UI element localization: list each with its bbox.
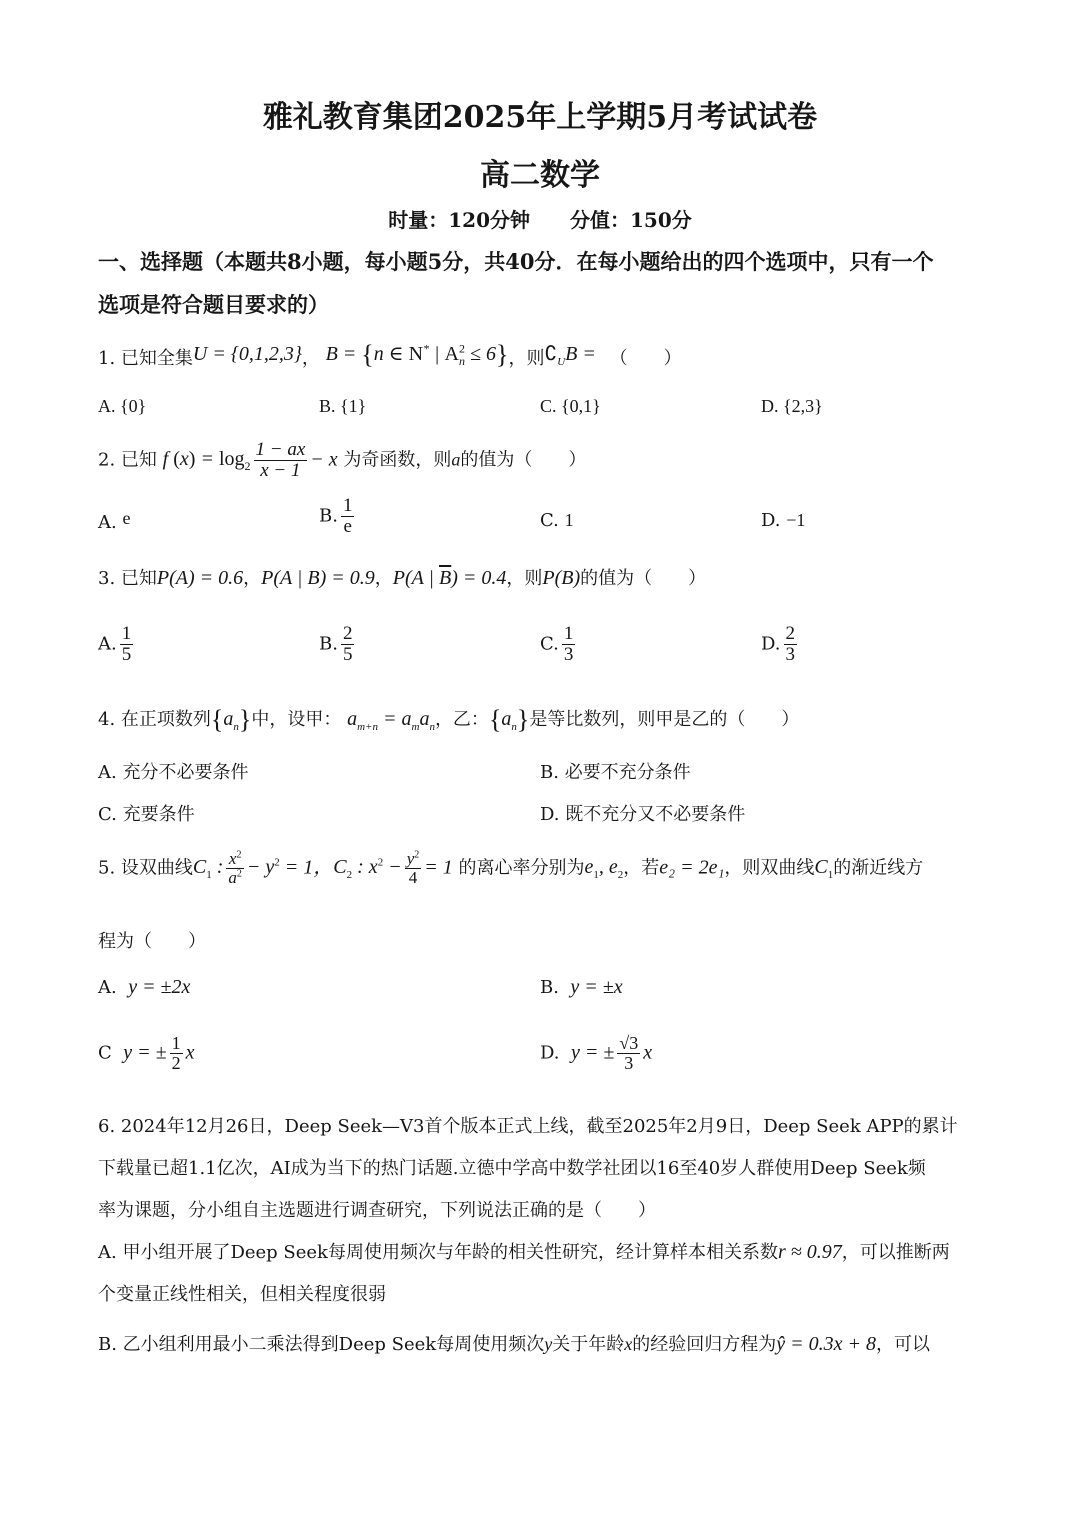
q3-option-a — [98, 624, 136, 665]
option-text: {2,3} — [783, 396, 823, 416]
frac-den: e — [343, 515, 352, 537]
frac-den: 5 — [342, 643, 353, 665]
frac-num: 1 — [121, 623, 132, 644]
option-text: {0} — [120, 396, 147, 416]
q3-tail: 的值为（ ） — [580, 568, 707, 589]
q5-prefix: 5. 设双曲线 — [98, 857, 193, 879]
q2-option-d — [761, 510, 805, 531]
option-label: C. — [540, 510, 559, 531]
section-heading-line1: 一、选择题（本题共8小题，每小题5分，共40分．在每小题给出的四个选项中，只有一个 — [98, 249, 934, 274]
q1-option-a — [98, 396, 146, 417]
frac-num: √3 — [619, 1033, 639, 1053]
q3-p3-val: ) = 0.4 — [451, 567, 507, 589]
q1-option-d — [761, 396, 823, 417]
q1-option-b — [319, 396, 366, 417]
option-text: y = ±2x — [128, 976, 191, 998]
q4-seq: $\{a_n\}$ — [210, 705, 252, 734]
q4-option-a — [98, 758, 248, 784]
q1-set-u: U = {0,1,2,3} — [192, 343, 302, 365]
option-text: −1 — [786, 510, 806, 530]
q5-line2: 程为（ ） — [98, 931, 206, 952]
option-label: B. — [319, 396, 336, 416]
option-label: D. — [540, 1042, 560, 1064]
q2-mid: 为奇函数，则 — [343, 449, 452, 471]
option-label: A. — [98, 762, 117, 783]
q5-tail: ，则双曲线 — [724, 857, 815, 879]
q2-fraction — [254, 440, 308, 481]
option-label: A. — [98, 396, 116, 416]
q6-option-b-line1 — [98, 1330, 930, 1356]
q5-eq1-tail: = 1， — [284, 856, 334, 879]
q4-seq2: $\{a_n\}$ — [488, 705, 530, 734]
option-label: C. — [540, 633, 559, 655]
q5-eq2-tail: = 1 — [424, 856, 453, 879]
subject-title: 高二数学 — [480, 158, 600, 193]
q3-prefix: 3. 已知 — [98, 568, 157, 589]
option-label: A. — [98, 977, 117, 998]
q4-yi: ，乙： — [434, 709, 489, 730]
q3-pb: P(B) — [542, 567, 581, 589]
q3-option-b — [319, 624, 357, 665]
q5-c2-frac: $\frac{y^2}{4}$ — [406, 849, 420, 887]
option-label: C. — [98, 804, 117, 825]
q5-option-b — [540, 976, 623, 999]
q2-tail: 的值为（ ） — [460, 449, 587, 471]
frac-den: 5 — [121, 643, 132, 665]
option-label: C — [98, 1042, 112, 1064]
option-label: D. — [761, 396, 779, 416]
exam-title: 雅礼教育集团2025年上学期5月考试试卷 — [262, 100, 818, 135]
score-label: 分值：150分 — [570, 208, 692, 232]
option-text: 1 — [564, 510, 574, 530]
q4-prefix: 4. 在正项数列 — [98, 709, 211, 730]
option-text: {0,1} — [561, 396, 601, 416]
frac-den: 3 — [563, 643, 574, 665]
q5-e: $e_1$, $e_2$ — [584, 856, 624, 882]
frac-den: 3 — [624, 1052, 634, 1073]
q6-optb-eq: ŷ = 0.3x + 8 — [776, 1333, 876, 1355]
option-label: B. — [540, 977, 559, 998]
q2-option-b — [319, 496, 357, 537]
q3-p1: P(A) = 0.6 — [156, 567, 244, 589]
q6-optb-tail: ，可以 — [875, 1334, 930, 1355]
frac-den: 3 — [785, 643, 796, 665]
q5-option-a — [98, 976, 190, 999]
question-5: 5. 设双曲线$C_1$ : $\frac{x^2}{a^2}$ − $y^2 = 1$，$C_2$ : $x^2$ − $\frac{y^2}{4}$ = 1 的离心率分别为$e_1$, $e_2$，若e₂ = 2e₁，则双曲线$C_1$的渐近线方 — [98, 849, 924, 887]
q2-prefix: 2. 已知 — [98, 449, 157, 471]
exam-meta — [0, 204, 1080, 233]
q5-mid: 的离心率分别为 — [458, 857, 585, 879]
option-label: B. — [319, 633, 338, 655]
q6-optb-y: y — [544, 1334, 553, 1354]
option-text: 充分不必要条件 — [122, 762, 249, 783]
q2-frac-den: x − 1 — [260, 459, 301, 481]
frac-num: 2 — [342, 623, 353, 644]
option-text: 既不充分又不必要条件 — [565, 804, 746, 825]
frac-num: 1 — [342, 495, 353, 516]
q4-middle: 中，设甲： — [251, 709, 342, 730]
q3-tail-pre: ，则 — [506, 568, 543, 589]
option-text: 充要条件 — [122, 804, 195, 825]
q2-option-c — [540, 510, 574, 531]
frac-den: 2 — [171, 1052, 181, 1073]
q4-tail: 是等比数列，则甲是乙的（ ） — [529, 709, 800, 730]
option-label: D. — [540, 804, 560, 825]
q6-optb-pre: B. 乙小组利用最小二乘法得到Deep Seek每周使用频次 — [98, 1334, 545, 1355]
q4-cond: $a_{m+n} = a_ma_n$ — [347, 708, 435, 733]
option-label: C. — [540, 396, 557, 416]
q5-option-d: D. y = ± $\frac{√3}{3}$ x — [540, 1033, 653, 1073]
frac-num: 1 — [563, 623, 574, 644]
q5-c1: $C_1$ : — [192, 856, 224, 882]
q2-frac-num: 1 − ax — [255, 439, 306, 460]
q1-then: ，则 — [508, 348, 545, 369]
q6-line3: 率为课题，分小组自主选题进行调查研究，下列说法正确的是（ ） — [98, 1200, 656, 1221]
q6-optb-mid2: 的经验回归方程为 — [632, 1334, 777, 1355]
option-label: D. — [761, 633, 781, 655]
q2-var: a — [451, 449, 461, 470]
question-1 — [98, 340, 682, 370]
frac-num: 2 — [785, 623, 796, 644]
q6-option-a-line1 — [98, 1238, 950, 1264]
q6-optb-mid: 关于年龄 — [552, 1334, 625, 1355]
q4-option-c — [98, 800, 195, 826]
option-text: 必要不充分条件 — [564, 762, 691, 783]
time-label: 时量：120分钟 — [388, 208, 530, 232]
q2-function: f $(x) = \log_2$ — [162, 448, 251, 474]
q4-option-b — [540, 758, 691, 784]
q1-complement: $∁_UB$ = — [544, 343, 596, 368]
option-label: D. — [761, 510, 781, 531]
option-label: B. — [540, 762, 559, 783]
q1-option-c — [540, 396, 601, 417]
q1-paren: （ ） — [609, 348, 682, 369]
q4-option-d — [540, 800, 745, 826]
option-text: y = ±x — [570, 976, 623, 998]
question-3: 3. 已知P(A) = 0.6，P(A | B) = 0.9，P(A | $\overline{B}) = 0.4$，则P(B)的值为（ ） — [98, 567, 707, 589]
q6-opta-r: r ≈ 0.97 — [777, 1241, 842, 1263]
q6-line1: 6. 2024年12月26日，Deep Seek—V3首个版本正式上线，截至2025年2月9日，Deep Seek APP的累计 — [98, 1116, 958, 1137]
frac-num: 1 — [171, 1033, 181, 1053]
q3-p2: P(A | B) = 0.9 — [261, 567, 375, 589]
q2-option-a — [98, 508, 130, 533]
q6-option-a-line2: 个变量正线性相关，但相关程度很弱 — [98, 1284, 386, 1305]
option-text: {1} — [340, 396, 367, 416]
q1-sep: ， — [301, 348, 320, 369]
q5-tail2: 的渐近线方 — [833, 857, 924, 879]
q5-cond: e₂ = 2e₁ — [659, 856, 725, 879]
q5-c1-frac: $\frac{x^2}{a^2}$ — [228, 849, 242, 887]
question-2: 2. 已知 f $(x) = \log_2$ $\frac{1 - ax}{x - 1}$ − x 为奇函数，则a的值为（ ） — [98, 439, 587, 481]
question-4 — [98, 705, 799, 735]
option-label: A. — [98, 512, 117, 533]
q6-opta-text: A. 甲小组开展了Deep Seek每周使用频次与年龄的相关性研究，经计算样本相关系数 — [98, 1242, 778, 1263]
section-heading-line2: 选项是符合题目要求的） — [98, 292, 329, 317]
q3-p3: P(A | $\overline{B}$ — [392, 567, 452, 589]
q3-option-d — [761, 624, 800, 665]
q6-line2: 下载量已超1.1亿次，AI成为当下的热门话题.立德中学高中数学社团以16至40岁人群使用Deep Seek频 — [98, 1158, 926, 1179]
option-text: e — [122, 508, 131, 528]
option-label: B. — [319, 505, 338, 527]
q5-cond-pre: ，若 — [623, 857, 660, 879]
q1-prefix: 1. 已知全集 — [98, 348, 193, 369]
q5-option-c: C y = ± $\frac{1}{2}$ x — [98, 1033, 195, 1073]
q3-option-c — [540, 624, 578, 665]
q6-optb-x: x — [624, 1334, 633, 1354]
q1-set-b: B = {n ∈ N* | $A^2_n \le 6$} — [325, 340, 509, 369]
option-label: A. — [98, 633, 117, 655]
q6-opta-tail: ，可以推断两 — [841, 1242, 950, 1263]
q5-c2: $C_2$ : $x^2$ − — [333, 856, 402, 882]
